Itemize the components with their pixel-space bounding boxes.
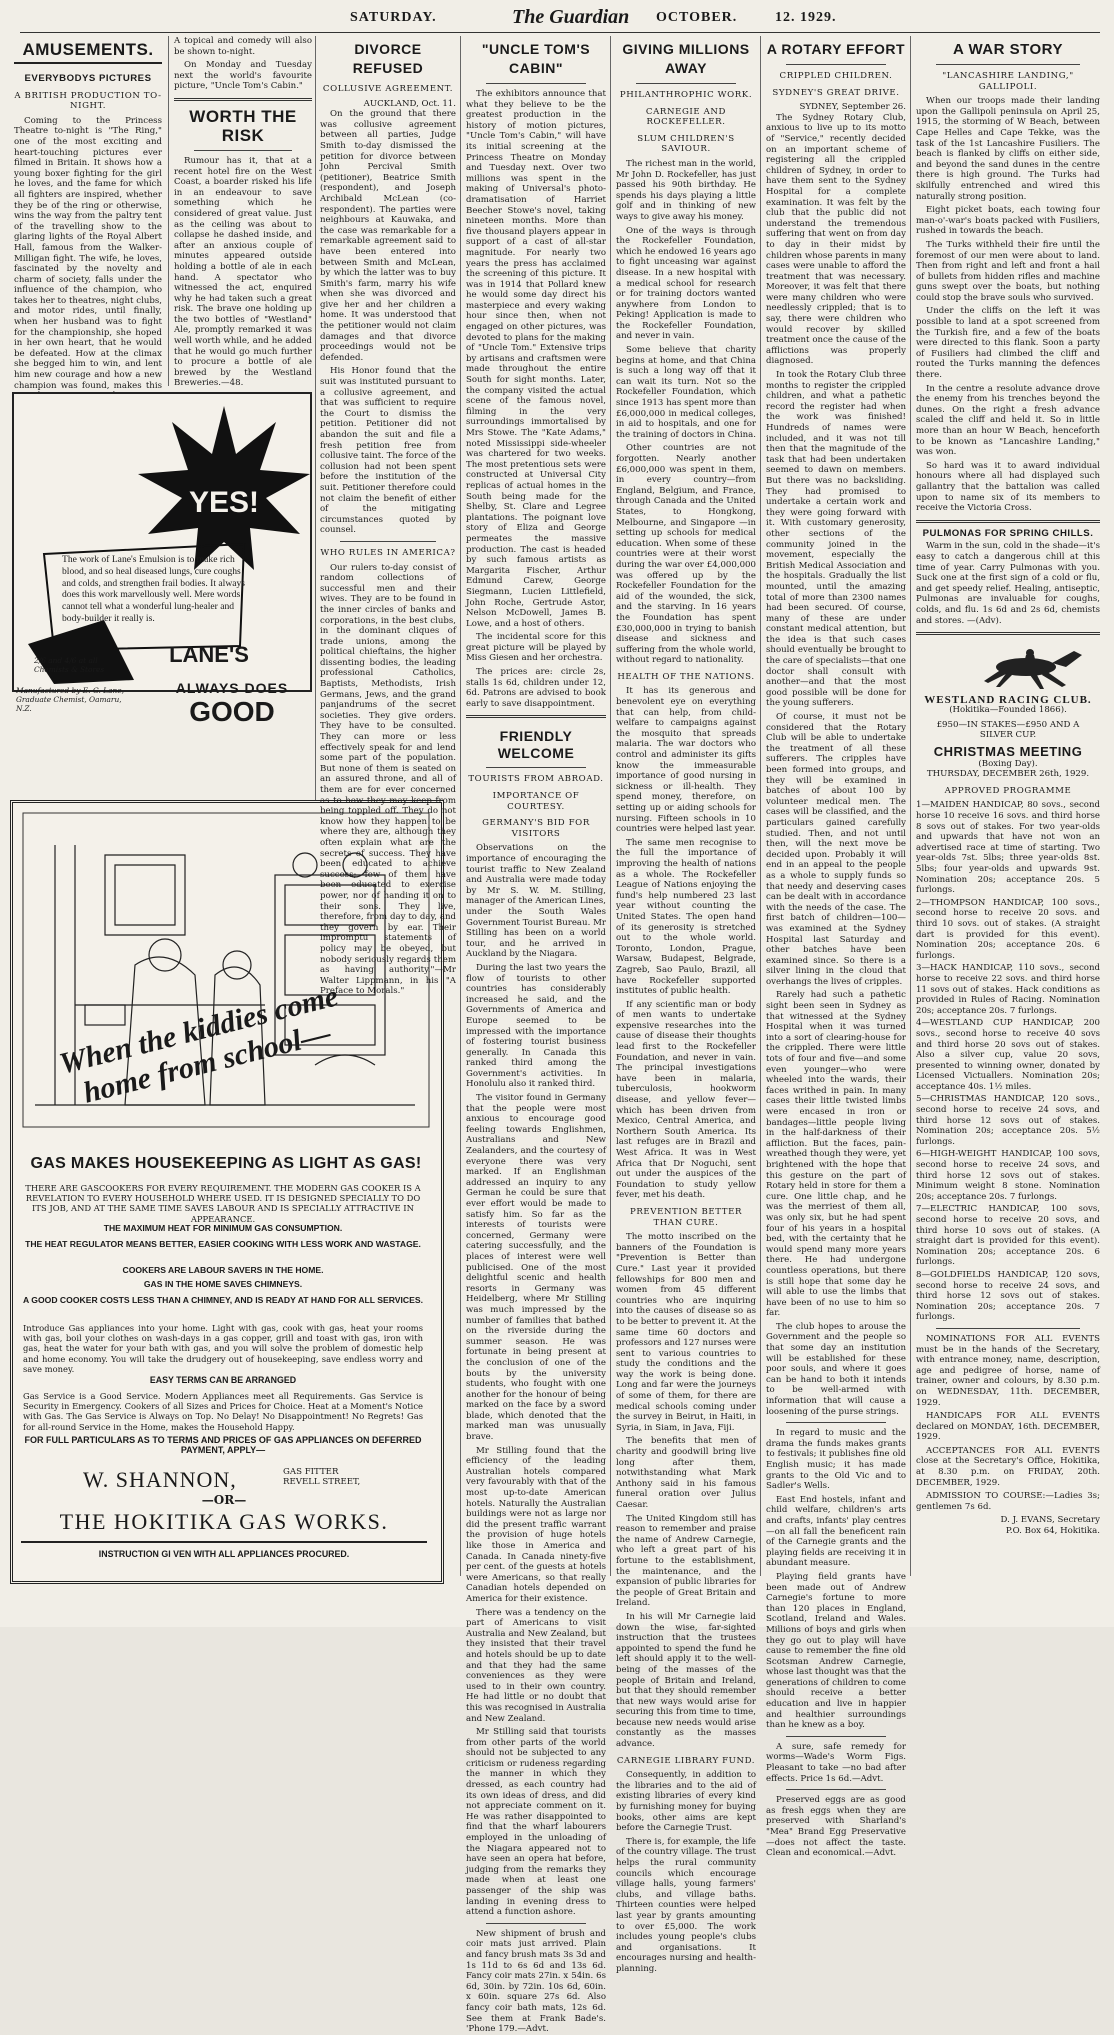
notice: NOMINATIONS FOR ALL EVENTS must be in the hands of the Secretary, with entrance money, name, description, age and pedigree of horse, name of trainer, owner and colours, by 8.30 p.m. on WEDNESDAY, 11th. DECEMBER, 1929. [916, 1333, 1100, 1408]
subheadline: IMPORTANCE OF COURTESY. [492, 791, 580, 812]
masthead-month: OCTOBER. [656, 10, 738, 25]
ad-brand: LANE'S [169, 642, 249, 667]
paragraph: Preserved eggs are as good as fresh eggs when they are preserved with Sharland's "Mea" Brand Egg Preservative—does not affect the taste. Clean and economical.—Advt. [766, 1795, 906, 1859]
paragraph: Other countries are not forgotten. Nearly another £6,000,000 was spent in them, in every country—from England, Belgium, and France, through Canada and the United States, to Hongkong, Melbourne, and Singapore —in setting up schools for medical education. When some of these countries were at their worst during the war over £4,000,000 was offered up by the Rockefeller Foundation for the aid of the wounded, the sick, and the starving. In 16 years the Foundation has spent £30,000,000 in trying to banish disease and sickness and suffering from the whole world, without regard to nationality. [616, 443, 756, 666]
race-item: 3—HACK HANDICAP, 110 sovs., second horse to receive 22 sovs. and third horse 11 sovs out of stakes. Hack conditions as provided in Rules of Racing. Nomination 20s; acceptance 20s. 7 furlongs. [916, 963, 1100, 1016]
masthead-day: SATURDAY. [350, 10, 437, 25]
ad-title: GAS MAKES HOUSEKEEPING AS LIGHT AS GAS! [30, 1155, 422, 1172]
ad-point: THE HEAT REGULATOR MEANS BETTER, EASIER COOKING WITH LESS WORK AND WASTAGE. [25, 1239, 421, 1249]
headline: WORTH THE RISK [189, 106, 297, 145]
subheadline: COLLUSIVE AGREEMENT. [322, 84, 454, 94]
paragraph: Mr Stilling said that tourists from other parts of the world should not be subjected to any criticism or rudeness regarding the manner in which they dressed, as each country had its own ideas of dress, and did not appreciate comment on it. He was rather disappointed to find that the wharf labourers employed in the unloading of the Niagara appeared not to have seen an opera hat before, judging from the remarks they made when at least one passenger of the ship was landing in evening dress to attend a function ashore. [466, 1727, 606, 1918]
ad-headline: PULMONAS FOR SPRING CHILLS. [922, 527, 1094, 539]
subheadline: HEALTH OF THE NATIONS. [617, 671, 755, 682]
paragraph: Our rulers to-day consist of random collections of successful men and their wives. They are to be found in the inner circles of banks and corporations, in the best clubs, in the dominant cliques of trade unions, among the political chieftains, the higher dissenting bodies, the leading professional Catholics, Baptists, Methodists, Irish Germans, Jews, and the grand panjandrums of the secret societies. They give orders. They have to be consulted. They can more or less effectively speak for and lend some part of the population. But none of them is seated on an assured throne, and all of them are for ever concerned as to how they may keep from being toppled off. They do not know how they happen to be where they are, although they often explain what are the secrets of success. They have been educated to achieve success; few of them have been educated to exercise power, nor of handing it on to their sons. They live, therefore, from day to day, and they govern by ear. Their impromptu statements of policy may be obeyed, but nobody seriously regards them as having authority."—Mr Walter Lippmann, in his "A Preface to Morals." [320, 562, 456, 997]
headline: DIVORCE REFUSED [352, 41, 424, 76]
ad-paragraph: Introduce Gas appliances into your home. Light with gas, cook with gas, heat your rooms with gas, boil your clothes on wash-days in a gas copper, grill and toast with gas, iron with gas, heat the water for your bath with gas, and you will solve the problem of domestic help and home economy. You will take the drudgery out of housekeeping, save endless worry and save money. [23, 1323, 423, 1374]
paragraph: In his will Mr Carnegie laid down the wise, far-sighted instruction that the trustees appointed to spend the fund he left should apply it to the well-being of the masses of the people of Britain and Ireland, but that they should remember that new ways would arise for securing this from time to time, because new needs would arise constantly as the masses advance. [616, 1611, 756, 1750]
notice: HANDICAPS FOR ALL EVENTS declared on MONDAY, 16th. DECEMBER, 1929. [916, 1411, 1100, 1443]
headline: A WAR STORY [953, 41, 1063, 58]
column-rule [610, 36, 611, 1576]
paragraph: On Monday and Tuesday next the world's favourite picture, "Uncle Tom's Cabin." [174, 60, 312, 92]
paragraph: Mr Stilling found that the efficiency of the leading Australian hotels compared very favourably with that of the most up-to-date American hotels. Naturally the Australian buildings were not as large nor did the present traffic warrant the provision of huge hotels like those in America and Canada. In Canada ninety-five per cent. of the guests at hotels were Americans, so that really Canadian hotels depended on America for their existence. [466, 1445, 606, 1604]
race-item: 7—ELECTRIC HANDICAP, 100 sovs, second horse to receive 20 sovs, and third horse 10 sovs out of stakes. (A straight dart is provided for this event). Nomination 20s; acceptance 20s. 6 furlongs. [916, 1204, 1100, 1268]
subheadline: PREVENTION BETTER THAN CURE. [629, 1206, 743, 1228]
column-rule [760, 36, 761, 1576]
paragraph: So hard was it to award individual honours where all had displayed such gallantry that the battalion was called upon to name six of its members to receive the Victoria Cross. [916, 460, 1100, 514]
article-continuation [174, 36, 312, 389]
paragraph: The exhibitors announce that what they believe to be the greatest production in the history of motion pictures, "Uncle Tom's Cabin," will have its initial screening at the Princess Theatre on Monday and Tuesday next. Over two millions was spent in the making of Universal's photo-dramatisation of Harriet Beecher Stowe's novel, taking nineteen months. More than five thousand players appear in support of a cast of all-star magnitude. For nearly two years the press has acclaimed the screening of this picture. It was in 1914 that Pollard knew he would some day direct his masterpiece and every waking hour since then, when not engaged on other pictures, was devoted to plans for the making of "Uncle Tom." Extensive trips by artisans and craftsmen were made throughout the entire South for sight months. Later, the company visited the actual scene of the famous novel, filming in the very surroundings immortalised by Mrs Stowe. The "Kate Adams," noted Mississippi side-wheeler was chartered for two weeks. The most pretentious sets were constructed at Universal City replicas of actual homes in the South being made for the Shelby, St. Clare and Legree plantations. The poignant love story of Eliza and George permeates the massive production. The cast is headed by such famous artists as Margarita Fischer, Arthur Edmund Carew, George Siegmann, Lucien Littlefield, John Roche, Gertrude Astor, Nelson McDowell, James B. Lowe, and a host of others. [466, 89, 606, 629]
dateline: SYDNEY, September 26. [799, 102, 906, 113]
race-programme [916, 800, 1100, 1323]
ad-terms-head: EASY TERMS CAN BE ARRANGED [149, 1375, 297, 1385]
paragraph: In took the Rotary Club three months to register the crippled children, and what a pathetic record the register had when the work was finished! Hundreds of names were included, and it was not till then that the magnitude of the task that had been undertaken seemed to dawn on members. But there was no backsliding. They had promised to undertake a certain work and they were going forward with it. With customary generosity, other sections of the community joined in the movement, especially the British Medical Association and the hospitals. Gradually the list mounted, until the amazing total of more than 2300 names had been secured. Of course, many of these are under constant medical attention, but the idea is that such cases should eventually be brought to the care of specialists—that one doctor shall consult with another—and that the most good possible will be done for the young sufferers. [766, 370, 906, 709]
paragraph: Of course, it must not be considered that the Rotary Club will be able to undertake the treatment of all these sufferers. The cripples have been formed into groups, and they will be examined in batches of about 100 by volunteer medical men. The cases will be classified, and the particulars gained carefully studied. Then, and not until then, will the next move be decided upon. Probably it will end in an appeal to the people as a whole to supply funds so that needy and deserving cases can be dealt with in accordance with the needs of the case. The first batch of children—100—was examined at the Sydney Hospital last Saturday and other batches have been examined since. So there is a silver lining in the cloud that overhangs the lives of cripples. [766, 712, 906, 987]
article-giving-millions-away [616, 36, 757, 1974]
paragraph: During the last two years the flow of tourists to other countries has considerably increased he said, and the Governments of America and Europe seemed to be impressed with the importance of fostering tourist business generally. In Canada this ranked third among the Government's activities. In Honolulu also it ranked third. [466, 962, 606, 1090]
paragraph: The richest man in the world, Mr John D. Rockefeller, has just passed his 90th birthday. He spends his days playing a little golf and in thinking of new ways to give away his money. [616, 158, 756, 222]
column-rule [910, 36, 911, 1576]
club-stakes: £950—IN STAKES—£950 AND A SILVER CUP. [936, 719, 1080, 741]
ad-maker: Manufactured by E. G. Lane, Graduate Chemist, Oamaru, N.Z. [16, 686, 124, 713]
masthead-paper-name: The Guardian [512, 6, 630, 28]
paragraph: If any scientific man or body of men wants to undertake expensive researches into the cause of disease their thoughts lead first to the Rockefeller Foundation, and never in vain. The principal investigations have been in malaria, tuberculosis, hookworm disease, and yellow fever—which has been driven from Mexico, Central America, and Northern South America. Its last refuges are in Brazil and West Africa. It was in West Africa that Dr Noguchi, sent out under the auspices of the Foundation to study yellow fever, met his death. [616, 999, 756, 1201]
column-rule [168, 36, 169, 386]
paragraph: Some believe that charity begins at home, and that China is such a long way off that it can wait its turn. Not so the Rockefeller Foundation, which since 1913 has spent more than £6,000,000 in medical colleges, in aid to hospitals, and one for the training of doctors in China. [616, 345, 757, 440]
race-item: 4—WESTLAND CUP HANDICAP, 200 sovs., second horse to receive 40 sovs and third horse 20 sovs out of stakes. Also a silver cup, value 20 sovs, presented to winning owner, donated by Licensed Victuallers. Nomination 20s; acceptance 40s. 1½ miles. [916, 1018, 1100, 1092]
ad-script-headline: When the kiddies come home from school— [56, 979, 342, 1110]
article-amusements [14, 36, 162, 391]
ad-price: 2/6 and 4/6 at all Chemists & Stores [34, 656, 105, 674]
paragraph: Observations on the importance of encouraging the tourist traffic to New Zealand and Australia were made today by Mr S. W. M. Stilling, manager of the American Lines, under the South Wales Government Tourist Bureau. Mr Stilling has been on a world tour, and he arrived in Auckland by the Niagara. [466, 843, 606, 960]
paragraph: The prices are: circle 2s, stalls 1s 6d, children under 12, 6d. Patrons are advised to book early to save disappointment. [466, 667, 606, 709]
paragraph: There was a tendency on the part of Americans to visit Australia and New Zealand, but they insisted that their travel and hotels should be up to date and that they had the same conveniences as they were used to in their own country. He had little or no doubt that this was recognised in Australia and New Zealand. [466, 1607, 606, 1724]
notice: ADMISSION TO COURSE:—Ladies 3s; gentlemen 7s 6d. [916, 1491, 1100, 1512]
ad-point: COOKERS ARE LABOUR SAVERS IN THE HOME. [122, 1265, 324, 1275]
masthead-date: 12. 1929. [775, 10, 837, 25]
race-item: 1—MAIDEN HANDICAP, 80 sovs., second horse 10 receive 16 sovs. and third horse 8 sovs out of stakes. For two year-olds and upwards that have not won an advertised race at time of starting. Two year-olds 7st. 5lbs; three year-olds 8st. 5lbs; four year-olds and upwards 9st. Nomination 20s; acceptance 20s. 5 furlongs. [916, 800, 1100, 896]
subheadline: SLUM CHILDREN'S SAVIOUR. [637, 133, 735, 155]
ad-copy: The work of Lane's Emulsion is to make rich blood, and so heal diseased lungs, cure coughs and colds, and strengthen frail bodies. It always does this work marvellously well. Mere words cannot tell what a wonderful lung-healer and body-builder it really is. [62, 554, 246, 624]
paragraph: The Sydney Rotary Club, anxious to live up to its motto of "Service," recently decided on an important scheme of registering all the crippled children of Sydney, in order to have them sent to the Sydney Hospital for a complete examination. It was felt by the club that the public did not understand the tremendous suffering that went on from day to day in their midst by children whose parents in many cases were unable to afford the treatment that was necessary. Moreover, it was felt that there were many children who were needlessly crippled; that is to say, there were children who would recover by skilled treatment once the cause of the afflictions was properly diagnosed. [766, 112, 906, 367]
lanes-emulsion-ad [12, 392, 312, 692]
headline: A ROTARY EFFORT [766, 41, 906, 57]
masthead [20, 6, 1100, 33]
subheadline: "LANCASHIRE LANDING," GALLIPOLI. [942, 71, 1074, 92]
headline: "UNCLE TOM'S CABIN" [481, 41, 591, 76]
article-rotary-effort [766, 36, 906, 1859]
headline: AMUSEMENTS. [14, 40, 162, 64]
meeting-sub: (Boxing Day). [978, 758, 1038, 769]
kicker: A BRITISH PRODUCTION TO-NIGHT. [14, 90, 162, 112]
column-rule [460, 36, 461, 1576]
paragraph: East End hostels, infant and child welfare, children's arts and crafts, infants' play centres—on all fall the beneficent rain of the Carnegie grants and the playing fields are receiving it in abundant measure. [766, 1494, 906, 1569]
paragraph: His Honor found that the suit was instituted pursuant to a collusive agreement, and that was sufficient to require the Court to dismiss the petition. Petitioner did not abandon the suit and file a fresh petition free from collusive taint. The force of the collusion had not been spent before the institution of the suit. Petitioner therefore could not claim the benefit of either of the mitigating circumstances quoted by counsel. [320, 366, 456, 536]
paragraph: Coming to the Princess Theatre to-night is "The Ring," one of the most exciting and heart-touching pictures ever filmed in Britain. It shows how a young boxer fighting for the girl he loves, and the fame for which all fighters are inspired, whether they be of the ring or otherwise, wins the way from the paltry tent of the travelling show to the glaring lights of the Royal Albert Hall, famous from the Walker-Milligan fight. The wife, he loves, fascinated by the novelty and charm of society, falls under the influence of the champion, who takes her to theatres, night clubs, and motor rides, until finally, when her husband was to fight for the championship, she hoped in her own heart, that he would be defeated. How at the climax she begged him to win, and lent him new courage and how a new champion was found, makes this [14, 115, 162, 391]
race-item: 5—CHRISTMAS HANDICAP, 120 sovs., second horse to receive 24 sovs, and third horse 12 sovs out of stakes. Nomination 20s; acceptance 20s. 5½ furlongs. [916, 1094, 1100, 1147]
subheadline: CRIPPLED CHILDREN. [779, 71, 893, 81]
racehorse-icon [916, 641, 1100, 691]
paragraph: A topical and comedy will also be shown to-night. [174, 36, 312, 57]
burst-text: YES! [188, 486, 260, 519]
subheadline: WHO RULES IN AMERICA? [320, 547, 456, 558]
paragraph: The United Kingdom still has reason to remember and praise the name of Andrew Carnegie, who left a great part of his fortune to the establishment, the maintenance, and the expansion of public libraries for the people of Great Britain and Ireland. [616, 1513, 756, 1609]
meeting-title: CHRISTMAS MEETING [933, 744, 1083, 760]
ad-point: THE MAXIMUM HEAT FOR MINIMUM GAS CONSUMPTION. [103, 1223, 343, 1233]
ad-slogan: ALWAYS DOES [175, 680, 289, 696]
club-founded: (Hokitika—Founded 1866). [949, 705, 1067, 716]
ad-slogan-emphasis: GOOD [189, 696, 275, 727]
paragraph: Playing field grants have been made out of Andrew Carnegie's fortune to more than 120 places in England, Scotland, Ireland and Wales. Millions of boys and girls when they go out to play will have cause to remember the fine old Scotsman Andrew Carnegie, whose last thought was that the generations of children to come should receive a better education and live in happier and healthier surroundings than he knew as a boy. [766, 1571, 906, 1731]
paragraph: The visitor found in Germany that the people were most anxious to encourage good feeling towards Englishmen, Australians and New Zealanders, and the courtesy of everyone there was very marked. If an Englishman addressed an inquiry to any German he could be sure that ever effort would be made to satisfy him. So far as the interests of tourists were concerned, Germany were catering successfully, and the places of interest were well publicised. One of the most delightful scenic and health resorts in Germany was Heidelberg, where Mr Stilling was much impressed by the number of families that bathed on the riverside during the summer season. He was fortunate in being present at the conclusion of one of the bouts by the university students, who fought with one another for the honour of being marked on the face by a sword blade, which denoted that the marked man was unusually brave. [466, 1093, 606, 1443]
paragraph: It has its generous and benevolent eye on everything that can help, from child-welfare to campaigns against the mosquito that spreads malaria. The war doctors who control and administer its gifts know the immeasurable importance of good nursing in sickness or ill-health. They spend money, therefore, on setting up or aiding schools for nursing. Fifteen schools in 10 countries were helped last year. [616, 686, 756, 835]
race-item: 8—GOLDFIELDS HANDICAP, 120 sovs, second horse to receive 24 sovs, and third horse 12 sovs out of stakes. Nomination 20s; acceptance 20s. 7 furlongs. [916, 1269, 1100, 1323]
ad-footer: INSTRUCTION GI VEN WITH ALL APPLIANCES PROCURED. [21, 1541, 427, 1559]
paragraph: The incidental score for this great picture will be played by Miss Giesen and her orchestra. [466, 632, 606, 664]
paragraph: In regard to music and the drama the funds makes grants to festivals; it publishes fine old English music; it has made grants to the Old Vic and to Sadler's Wells. [766, 1428, 906, 1492]
programme-head: APPROVED PROGRAMME [944, 785, 1072, 796]
headline: FRIENDLY WELCOME [497, 728, 575, 762]
subheadline: GERMANY'S BID FOR VISITORS [482, 818, 590, 839]
paragraph: On the ground that there was collusive agreement between all parties, Judge Smith to-day dismissed the petition for divorce between John Percival Smith (petitioner), Beatrice Smith (respondent), and Joseph Archibald McLean (co-respondent). The parties were neighbours at Kauwaka, and the case was remarkable for a remarkable agreement said to have been entered into between Smith and McLean, by which the latter was to buy Smith's farm, marry his wife when she was divorced and give her and her children a home. It was understood that the petitioner would not claim damages and that divorce proceedings would not be defended. [320, 109, 456, 363]
subheadline: CARNEGIE LIBRARY FUND. [616, 1755, 756, 1766]
ad-point: GAS IN THE HOME SAVES CHIMNEYS. [143, 1279, 303, 1289]
ad-or: —OR— [201, 1493, 247, 1507]
paragraph: When our troops made their landing upon the Gallipoli peninsula on April 25, 1915, the storming of W Beach, between Cape Helles and Cape Tekke, was the task of the 1st Lancashire Fusiliers. The beach is flanked by cliffs on either side, and beyond the sand dunes in the centre there is high ground. The Turks had skilfully entrenched and wired this naturally strong position. [916, 96, 1100, 202]
article-war-story [916, 36, 1100, 1616]
paragraph: A sure, safe remedy for worms—Wade's Worm Figs. Pleasant to take —no bad after effects. Price 1s 6d.—Advt. [766, 1741, 906, 1784]
meeting-date: THURSDAY, DECEMBER 26th, 1929. [926, 769, 1090, 780]
paragraph: New shipment of brush and coir mats just arrived. Plain and fancy brush mats 3s 3d and 1s 11d to 6s 6d and 13s 6d. Fancy coir mats 27in. x 54in. 6s 6d, 30in. by 72in. 10s 6d, 60in. x 60in. square 27s 6d. Also fancy coir bath mats, 12s 6d. See them at Frank Bade's. 'Phone 179.—Advt. [466, 1928, 606, 2035]
secretary: D. J. EVANS, Secretary [1000, 1515, 1100, 1526]
ad-apply: FOR FULL PARTICULARS AS TO TERMS AND PRICES OF GAS APPLIANCES ON DEFERRED PAYMENT, APPLY— [24, 1435, 422, 1456]
ad-terms: Gas Service is a Good Service. Modern Appliances meet all Requirements. Gas Service is Security in Emergency. Cookers of all Sizes and Prices for Choice. Heat at a Moment's Notice with Gas. The Gas Service is Always on Top. No Delay! No Disappointment! No Regrets! Gas for all-round Service in the Home, makes the Household Happy. [23, 1391, 423, 1432]
paragraph: Rumour has it, that at a recent hotel fire on the West Coast, a boarder risked his life in an endeavour to save something which he considered of great value. Just as the ceiling was about to collapse he dashed inside, and after an anxious couple of minutes appeared outside holding a bottle of ale in each hand. A spectator who witnessed the act, enquired why he had taken such a great risk. The brave one holding up the two bottles of "Westland" Ale, promptly remarked it was well worth while, and he added that he would go much further to procure a bottle of ale brewed by the Westland Breweries.—48. [174, 155, 312, 389]
lanes-ad-footer [12, 680, 312, 780]
paragraph: One of the ways is through the Rockefeller Foundation, which he endowed 16 years ago to fight unceasing war against disease. In a new hospital with a medical school for research or for training doctors wanted anywhere from London to Peking! Application is made to the Rockefeller Foundation, and never in vain. [616, 225, 756, 342]
paragraph: In the centre a resolute advance drove the enemy from his trenches beyond the dunes. On the right a fresh advance scaled the cliff and held it. So in little more than an hour W Beach, henceforth to be known as "Lancashire Landing," was won. [916, 383, 1100, 458]
ad-fitter-name: W. SHANNON, [83, 1467, 237, 1492]
article-uncle-toms-cabin [466, 36, 606, 2035]
club-name: WESTLAND RACING CLUB. [924, 693, 1092, 706]
po-box: P.O. Box 64, Hokitika. [1005, 1526, 1100, 1537]
race-item: 6—HIGH-WEIGHT HANDICAP, 100 sovs, second horse to receive 24 sovs, and third horse 12 sovs out of stakes. Minimum weight 8 stone. Nomination 20s; acceptance 20s. 7 furlongs. [916, 1149, 1100, 1202]
notice: ACCEPTANCES FOR ALL EVENTS close at the Secretary's Office, Hokitika, at 8.30 p.m. on FRIDAY, 20th. DECEMBER, 1929. [916, 1445, 1100, 1488]
ad-lead: THERE ARE GASCOOKERS FOR EVERY REQUIREMENT. THE MODERN GAS COOKER IS A REVELATION TO EVERY HOUSEHOLD WHERE USED. IT IS DESIGNED SPECIALLY TO DO ITS JOB, AND AT THE SAME TIME SAVES LABOUR AND IS SPECIALLY ATTRACTIVE IN APPEARANCE. [25, 1183, 421, 1224]
headline: GIVING MILLIONS AWAY [622, 41, 750, 76]
paragraph: The Turks withheld their fire until the foremost of our men were about to land. Then from right and left and front a hail of bullets from hidden rifles and machine guns swept over the boats, but nothing could stop the brave souls who survived. [916, 239, 1100, 303]
ad-point: A GOOD COOKER COSTS LESS THAN A CHIMNEY, AND IS READY AT HAND FOR ALL SERVICES. [23, 1295, 423, 1305]
paragraph: Under the cliffs on the left it was possible to land at a spot screened from the Turkish fire, and a few of the boats were directed to this flank. Soon a party of Fusiliers had climbed the cliff and routed the Turks manning the defences there. [916, 306, 1100, 381]
paragraph: The club hopes to arouse the Government and the people so that some day an institution will be established for these poor souls, and where it goes can be hand to both it intends to be well-armed with information that will cause a loosening of the purse strings. [766, 1321, 906, 1417]
subheadline: CARNEGIE AND ROCKEFELLER. [645, 106, 727, 128]
paragraph: There is, for example, the life of the country village. The trust helps the rural community councils which encourage village halls, young farmers' clubs, and village baths. Thirteen counties were helped last year by grants amounting to over £5,000. The work includes young people's clubs and organisations. It encourages nursing and health-planning. [616, 1836, 756, 1974]
dateline: AUCKLAND, Oct. 11. [363, 98, 456, 109]
paragraph: Consequently, in addition to the libraries and to the aid of existing libraries of every kind by furnishing money for buying books, other aims are kept before the Carnegie Trust. [616, 1770, 756, 1834]
paragraph: Warm in the sun, cold in the shade—it's easy to catch a dangerous chill at this time of year. Carry Pulmonas with you. Suck one at the first sign of a cold or flu, and get speedy relief. Healing, antiseptic, Pulmonas are invaluable for coughs, colds, and flu. 1s 6d and 2s 6d, chemists and stores. —(Adv). [916, 541, 1100, 626]
paragraph: Rarely had such a pathetic sight been seen in Sydney as that witnessed at the Sydney Hospital when it was turned into a sort of clearing-house for the crippled. There were little tots of four and five—and some even younger—who were wheeled into the wards, their faces writhed in pain. In many cases their little twisted limbs were encased in iron or bandages—little people living in the half-darkness of their affliction. But the faces, pain-wreathed though they were, yet brightened with the hope that this gesture on the part of Rotary held in store for them a cure. One little chap, and he was the merriest of them all, was only six, but he had spent four of his years in a hospital bed, with the certainty that he would spend many more years there. He had undergone countless operations, but there is still hope that some day he will able to use the limbs that have been of no use to him so far. [766, 990, 906, 1319]
ad-fitter-trade: GAS FITTER REVELL STREET, [283, 1467, 361, 1487]
subheadline: SYDNEY'S GREAT DRIVE. [772, 87, 900, 98]
paragraph: Eight picket boats, each towing four man-o'-war's boats packed with Fusiliers, rushed in towards the beach. [916, 205, 1100, 237]
race-item: 2—THOMPSON HANDICAP, 100 sovs., second horse to receive 20 sovs. and third 10 sovs. out of stakes. (A straight dart is provided for this event). Nomination 20s; acceptance 20s. 6 furlongs. [916, 897, 1100, 961]
subheadline: PHILANTHROPHIC WORK. [619, 90, 753, 100]
ad-gas-works: THE HOKITIKA GAS WORKS. [59, 1509, 389, 1534]
subheadline: TOURISTS FROM ABROAD. [468, 774, 604, 785]
paragraph: The motto inscribed on the banners of the Foundation is "Prevention is Better than Cure." Last year it provided fellowships for 800 men and women from 45 different countries who are inquiring into the causes of disease so as to be better to prevent it. At the same time 60 doctors and professors and 127 nurses were sent to various countries to study the conditions and the way the work is being done. Long and far were the journeys of some of them, for there are medical schools coming under the survey in Beirut, in Haiti, in Syria, in Siam, in Java, Fiji. [616, 1232, 756, 1433]
paragraph: The same men recognise to the full the importance of improving the health of nations as a whole. The Rockefeller League of Nations enjoying the fund's help numbered 23 last year without counting the United States. The open hand of its generosity is stretched out to the whole world. Toronto, London, Prague, Warsaw, Budapest, Belgrade, Zagreb, Sao Paulo, Brazil, all have Rockefeller supported institutes of public health. [616, 837, 756, 997]
subheadline: EVERYBODYS PICTURES [24, 73, 152, 84]
paragraph: The benefits that men of charity and goodwill bring live long after them, notwithstanding what Mark Anthony said in his famous funeral oration over Julius Caesar. [616, 1436, 756, 1510]
article-divorce-refused [320, 36, 456, 997]
